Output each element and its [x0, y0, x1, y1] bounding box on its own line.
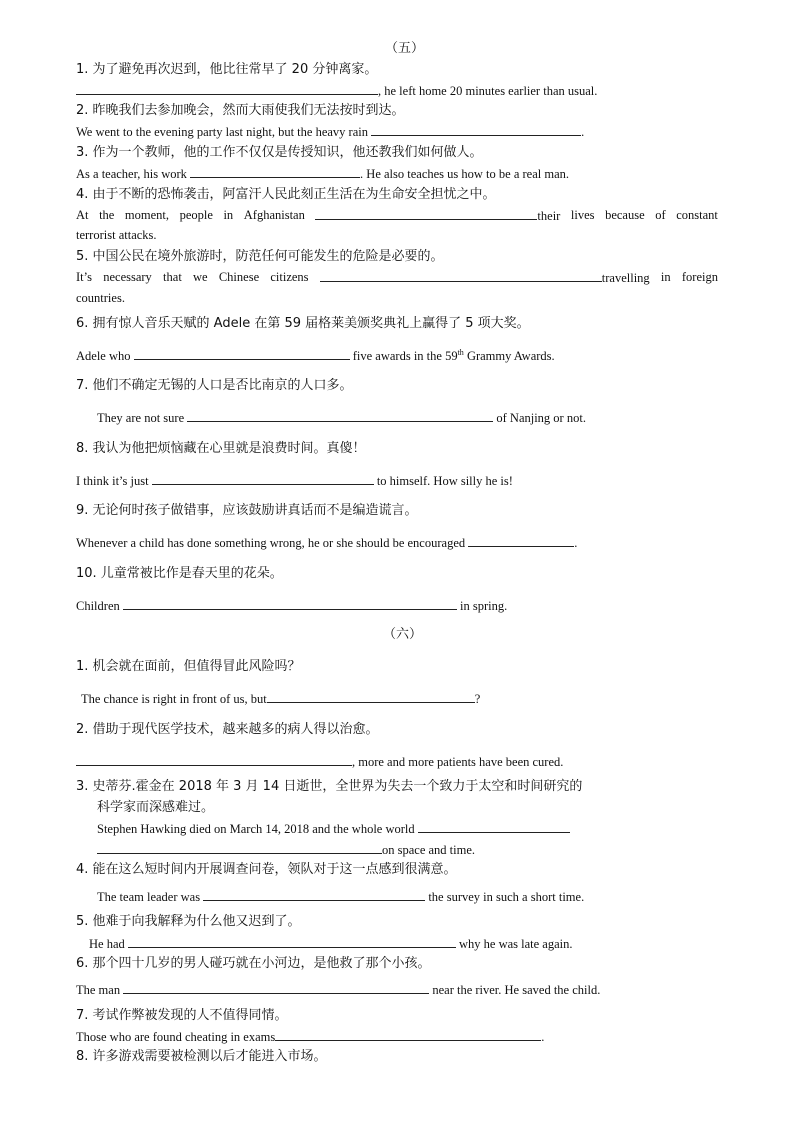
answer-blank[interactable]: [76, 753, 352, 766]
answer-blank[interactable]: [128, 935, 456, 948]
q5-1-english: , he left home 20 minutes earlier than usual.: [76, 82, 597, 99]
q6-4-english: The team leader was the survey in such a short time.: [97, 890, 585, 904]
q6-1-chinese: 1. 机会就在面前，但值得冒此风险吗？: [76, 659, 301, 674]
q5-9-english: Whenever a child has done something wrong, he or she should be encouraged .: [76, 536, 578, 550]
q5-2-chinese: 2. 昨晚我们去参加晚会，然而大雨使我们无法按时到达。: [76, 103, 405, 118]
answer-blank[interactable]: [418, 820, 570, 833]
section-heading-5: （五）: [385, 41, 425, 56]
q6-2-chinese: 2. 借助于现代医学技术，越来越多的病人得以治愈。: [76, 722, 379, 737]
answer-blank[interactable]: [123, 597, 457, 610]
q5-8-chinese: 8. 我认为他把烦恼藏在心里就是浪费时间。真傻！: [76, 441, 366, 456]
q6-5-chinese: 5. 他难于向我解释为什么他又迟到了。: [76, 914, 301, 929]
answer-blank[interactable]: [267, 690, 475, 703]
q5-6-chinese: 6. 拥有惊人音乐天赋的 Adele 在第 59 届格莱美颁奖典礼上赢得了 5 项大奖。: [76, 316, 530, 331]
section-heading-6: （六）: [383, 627, 423, 642]
answer-blank[interactable]: [468, 534, 574, 547]
q6-6-english: The man near the river. He saved the child.: [76, 983, 601, 997]
q6-7-english: Those who are found cheating in exams .: [76, 1030, 545, 1044]
q6-6-chinese: 6. 那个四十几岁的男人碰巧就在小河边，是他救了那个小孩。: [76, 956, 431, 971]
answer-blank[interactable]: [203, 888, 425, 901]
q5-10-chinese: 10. 儿童常被比作是春天里的花朵。: [76, 566, 283, 581]
q5-3-english: As a teacher, his work . He also teaches us how to be a real man.: [76, 167, 570, 181]
q5-6-english: Adele who five awards in the 59th Grammy Awards.: [76, 347, 555, 363]
q6-3-english-line2: on space and time.: [97, 841, 475, 858]
q6-7-chinese: 7. 考试作弊被发现的人不值得同情。: [76, 1008, 288, 1023]
answer-blank[interactable]: [76, 82, 378, 95]
q5-7-chinese: 7. 他们不确定无锡的人口是否比南京的人口多。: [76, 378, 353, 393]
answer-blank[interactable]: [190, 165, 360, 178]
q5-5-english-line2: countries.: [76, 291, 125, 305]
q5-4-english-line2: terrorist attacks.: [76, 228, 157, 242]
q6-3-chinese: 3. 史蒂芬.霍金在 2018 年 3 月 14 日逝世，全世界为失去一个致力于太空和时间研究的: [76, 779, 583, 794]
answer-blank[interactable]: [97, 841, 382, 854]
answer-blank[interactable]: [371, 123, 581, 136]
q6-8-chinese: 8. 许多游戏需要被检测以后才能进入市场。: [76, 1049, 327, 1064]
q6-4-chinese: 4. 能在这么短时间内开展调查问卷，领队对于这一点感到很满意。: [76, 862, 457, 877]
answer-blank[interactable]: [152, 472, 374, 485]
q6-3-chinese-line2: 科学家而深感难过。: [97, 800, 215, 815]
q5-8-english: I think it’s just to himself. How silly he is!: [76, 474, 513, 488]
q5-5-english: It’s necessary that we Chinese citizens travelling in foreign: [76, 270, 718, 285]
q5-2-english: We went to the evening party last night, but the heavy rain .: [76, 125, 585, 139]
q5-10-english: Children in spring.: [76, 599, 508, 613]
q5-5-chinese: 5. 中国公民在境外旅游时，防范任何可能发生的危险是必要的。: [76, 249, 444, 264]
q5-4-chinese: 4. 由于不断的恐怖袭击，阿富汗人民此刻正生活在为生命安全担忧之中。: [76, 187, 496, 202]
q5-1-chinese: 1. 为了避免再次迟到，他比往常早了 20 分钟离家。: [76, 62, 378, 77]
answer-blank[interactable]: [187, 409, 493, 422]
answer-blank[interactable]: [123, 981, 429, 994]
answer-blank[interactable]: [320, 269, 602, 282]
q5-9-chinese: 9. 无论何时孩子做错事，应该鼓励讲真话而不是编造谎言。: [76, 503, 418, 518]
q5-7-english: They are not sure of Nanjing or not.: [97, 411, 586, 425]
q5-4-english: At the moment, people in Afghanistan their lives because of constant: [76, 208, 718, 223]
q6-2-english: , more and more patients have been cured.: [76, 753, 563, 770]
answer-blank[interactable]: [134, 347, 350, 360]
answer-blank[interactable]: [315, 207, 537, 220]
q6-3-english: Stephen Hawking died on March 14, 2018 and the whole world: [97, 820, 570, 837]
q5-3-chinese: 3. 作为一个教师，他的工作不仅仅是传授知识，他还教我们如何做人。: [76, 145, 483, 160]
q6-5-english: He had why he was late again.: [89, 937, 573, 951]
q6-1-english: The chance is right in front of us, but ?: [81, 692, 481, 706]
answer-blank[interactable]: [275, 1028, 541, 1041]
